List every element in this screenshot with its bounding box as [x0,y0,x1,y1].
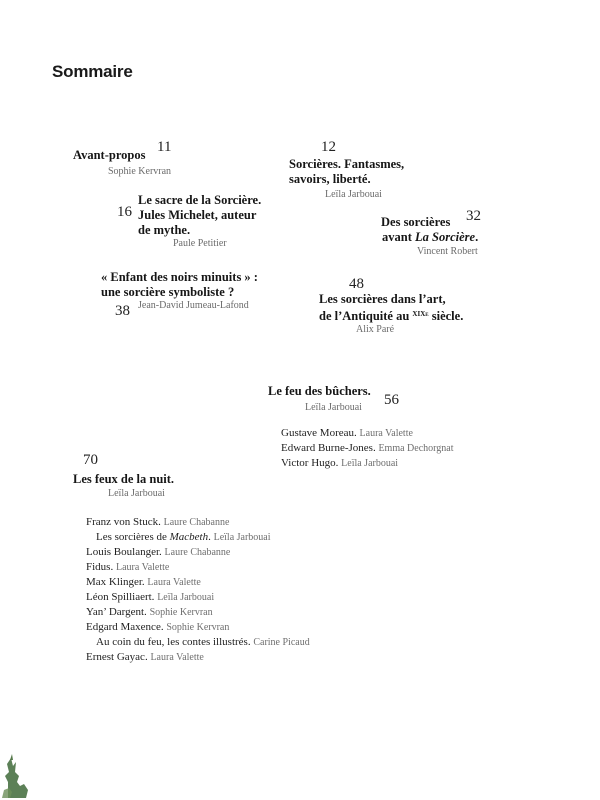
entry-title-11: Avant-propos [73,148,146,162]
entry-author-38: Jean-David Jumeau-Lafond [138,300,249,311]
list-item: Yan’ Dargent. Sophie Kervran [86,606,213,618]
entry-author-56: Leïla Jarbouai [305,402,362,413]
entry-title-56: Le feu des bûchers. [268,384,371,398]
list-item: Louis Boulanger. Laure Chabanne [86,546,231,558]
entry-author-48: Alix Paré [356,324,395,335]
list-item: Fidus. Laura Valette [86,561,170,573]
entry-number-48: 48 [349,276,364,292]
entry-title-48: Les sorcières dans l’art, de l’Antiquité au $^{XIXe}$ siècle. [319,292,464,323]
list-item: Léon Spilliaert. Leïla Jarbouai [86,591,215,603]
list-item: Edward Burne-Jones. Emma Dechorgnat [281,442,454,454]
list-item: Au coin du feu, les contes illustrés. Carine Picaud [96,636,310,648]
section-56-list [281,426,454,471]
entry-title-70: Les feux de la nuit. [73,472,175,486]
entry-number-56: 56 [384,392,399,408]
list-item: Ernest Gayac. Laura Valette [86,651,204,663]
entry-title-38: « Enfant des noirs minuits » : une sorcière symboliste ? [101,270,258,299]
entry-title-32: Des sorcières avant La Sorcière. [381,215,479,244]
entry-number-70: 70 [83,452,98,468]
entry-number-38: 38 [115,303,130,319]
list-item: Franz von Stuck. Laure Chabanne [86,516,230,528]
entry-number-11: 11 [157,139,172,155]
entry-number-16: 16 [117,204,132,220]
list-item: Les sorcières de Macbeth. Leïla Jarbouai [96,531,271,543]
list-item: Edgard Maxence. Sophie Kervran [86,621,230,633]
section-70-list [86,515,310,665]
entry-author-32: Vincent Robert [417,246,478,257]
page-title: Sommaire [52,62,133,81]
entry-author-12: Leïla Jarbouai [325,189,382,200]
entry-number-32: 32 [466,208,481,224]
list-item: Max Klinger. Laura Valette [86,576,201,588]
entry-author-16: Paule Petitier [173,238,227,249]
list-item: Gustave Moreau. Laura Valette [281,427,413,439]
entry-number-12: 12 [321,139,336,155]
entry-author-11: Sophie Kervran [108,166,172,177]
entry-title-16: Le sacre de la Sorcière. Jules Michelet, auteur de mythe. [138,193,262,237]
entry-title-12: Sorcières. Fantasmes, savoirs, liberté. [289,157,405,186]
list-item: Victor Hugo. Leïla Jarbouai [281,457,399,469]
corner-illustration-icon [0,752,32,798]
entry-author-70: Leïla Jarbouai [108,488,165,499]
